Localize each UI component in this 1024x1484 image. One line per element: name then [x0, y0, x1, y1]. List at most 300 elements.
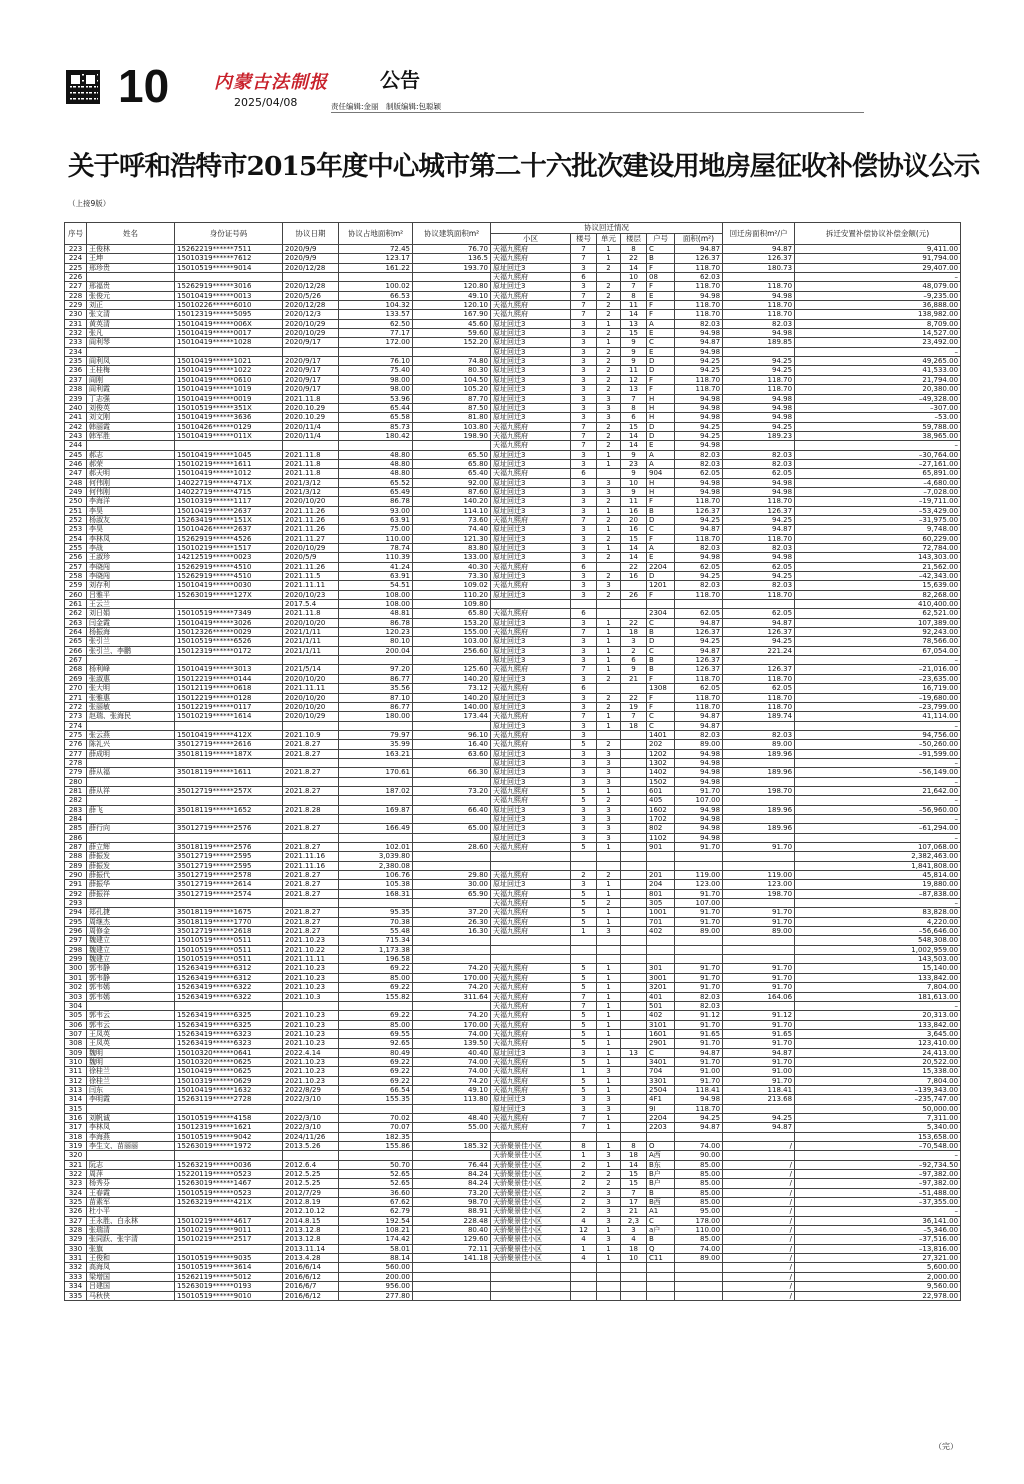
cell-community: 天福九熙府	[491, 712, 571, 721]
cell-unit: 2	[597, 357, 621, 366]
cell-name: 王俊和	[87, 1254, 175, 1263]
cell-id	[175, 899, 283, 908]
cell-seq: 308	[65, 1039, 87, 1048]
cell-floor: 7	[621, 282, 647, 291]
cell-seq: 305	[65, 1011, 87, 1020]
cell-seq: 254	[65, 534, 87, 543]
table-row	[65, 927, 961, 936]
cell-return-area	[723, 273, 795, 282]
cell-build-area: 65.00	[413, 824, 491, 833]
cell-building: 7	[571, 301, 597, 310]
cell-area	[675, 936, 723, 945]
cell-date: 2021.11.5	[283, 572, 339, 581]
cell-seq: 227	[65, 282, 87, 291]
cell-seq: 302	[65, 983, 87, 992]
cell-date: 2021.8.27	[283, 768, 339, 777]
cell-return-area: 118.70	[723, 282, 795, 291]
cell-community: 天骄聚景佳小区	[491, 1142, 571, 1151]
cell-seq: 233	[65, 338, 87, 347]
cell-seq: 317	[65, 1123, 87, 1132]
cell-land-area: 715.34	[339, 936, 413, 945]
cell-floor	[621, 871, 647, 880]
cell-return-area: 82.03	[723, 544, 795, 553]
cell-seq: 257	[65, 562, 87, 571]
cell-name	[87, 1151, 175, 1160]
cell-unit: 3	[597, 1104, 621, 1113]
cell-building: 3	[571, 282, 597, 291]
cell-unit: 2	[597, 693, 621, 702]
cell-building: 7	[571, 254, 597, 263]
cell-floor: 15	[621, 534, 647, 543]
cell-building: 7	[571, 291, 597, 300]
cell-name: 周继杰	[87, 917, 175, 926]
cell-amount: –97,382.00	[795, 1179, 961, 1188]
cell-unit: 2	[597, 347, 621, 356]
cell-name: 徐桂兰	[87, 1067, 175, 1076]
cell-seq: 293	[65, 899, 87, 908]
table-row	[65, 1132, 961, 1141]
cell-area: 118.70	[675, 1104, 723, 1113]
table-row	[65, 721, 961, 730]
cell-unit: 3	[597, 413, 621, 422]
cell-return-area: 82.03	[723, 459, 795, 468]
cell-floor: 21	[621, 1207, 647, 1216]
cell-community: 天福九熙府	[491, 1011, 571, 1020]
cell-floor: 22	[621, 254, 647, 263]
cell-return-area: 180.73	[723, 263, 795, 272]
cell-return-area: 62.05	[723, 609, 795, 618]
cell-name	[87, 721, 175, 730]
table-row	[65, 394, 961, 403]
cell-floor: 13	[621, 1048, 647, 1057]
cell-name: 王俊林	[87, 245, 175, 254]
cell-community: 天福九熙府	[491, 796, 571, 805]
cell-building: 3	[571, 777, 597, 786]
cell-land-area: 48.80	[339, 450, 413, 459]
cell-area: 94.25	[675, 431, 723, 440]
cell-unit: 1	[597, 1001, 621, 1010]
cell-amount: 83,828.00	[795, 908, 961, 917]
cell-area: 89.00	[675, 740, 723, 749]
cell-return-area: /	[723, 1207, 795, 1216]
cell-seq: 260	[65, 590, 87, 599]
cell-return-area: 94.98	[723, 394, 795, 403]
cell-date: 2013.11.14	[283, 1244, 339, 1253]
cell-unit: 2	[597, 1170, 621, 1179]
cell-date: 2021/1/11	[283, 628, 339, 637]
cell-date: 2020/12/28	[283, 282, 339, 291]
cell-name: 薛飞	[87, 805, 175, 814]
cell-land-area	[339, 347, 413, 356]
cell-area: 94.87	[675, 721, 723, 730]
cell-building: 3	[571, 1095, 597, 1104]
cell-unit: 1	[597, 506, 621, 515]
cell-name: 张旗	[87, 1244, 175, 1253]
table-row	[65, 936, 961, 945]
cell-community: 天福九熙府	[491, 581, 571, 590]
cell-return-area: 94.25	[723, 357, 795, 366]
cell-unit: 3	[597, 1235, 621, 1244]
cell-build-area: 76.70	[413, 245, 491, 254]
cell-seq: 248	[65, 478, 87, 487]
cell-land-area: 95.35	[339, 908, 413, 917]
cell-seq: 318	[65, 1132, 87, 1141]
cell-area: 94.87	[675, 646, 723, 655]
cell-amount: –56,149.00	[795, 768, 961, 777]
cell-unit: 2	[597, 441, 621, 450]
cell-area: 94.87	[675, 525, 723, 534]
cell-land-area	[339, 833, 413, 842]
cell-community: 原址回迁3	[491, 646, 571, 655]
cell-id: 15263419******6322	[175, 992, 283, 1001]
cell-building: 5	[571, 908, 597, 917]
cell-amount: –4,680.00	[795, 478, 961, 487]
cell-date: 2012/7/29	[283, 1188, 339, 1197]
cell-name	[87, 273, 175, 282]
cell-build-area: 63.60	[413, 749, 491, 758]
cell-unit: 2	[597, 590, 621, 599]
cell-id: 15010519******3614	[175, 1263, 283, 1272]
cell-build-area	[413, 441, 491, 450]
cell-seq: 320	[65, 1151, 87, 1160]
cell-area: 85.00	[675, 1188, 723, 1197]
cell-land-area: 77.17	[339, 329, 413, 338]
cell-name: 王凤英	[87, 1039, 175, 1048]
cell-unit: 1	[597, 245, 621, 254]
cell-area: 62.05	[675, 562, 723, 571]
cell-community: 原址回迁3	[491, 338, 571, 347]
table-row	[65, 441, 961, 450]
cell-unit: 1	[597, 880, 621, 889]
cell-build-area: 45.60	[413, 319, 491, 328]
cell-floor	[621, 908, 647, 917]
cell-land-area: 69.22	[339, 1076, 413, 1085]
cell-community: 天福九熙府	[491, 1020, 571, 1029]
cell-date	[283, 814, 339, 823]
cell-id: 35012719******2595	[175, 861, 283, 870]
cell-date: 2020/9/17	[283, 357, 339, 366]
cell-floor	[621, 983, 647, 992]
cell-unit: 2	[597, 515, 621, 524]
cell-return-area: /	[723, 1282, 795, 1291]
cell-name: 杨秀芬	[87, 1179, 175, 1188]
header-return-area: 回迁房面积m²/户	[723, 223, 795, 245]
cell-area: 94.87	[675, 618, 723, 627]
cell-unit	[597, 600, 621, 609]
cell-area: 74.00	[675, 1244, 723, 1253]
cell-area: 82.03	[675, 319, 723, 328]
cell-house: C	[647, 721, 675, 730]
cell-build-area	[413, 1104, 491, 1113]
cell-date	[283, 1104, 339, 1113]
cell-id: 35018119******1652	[175, 805, 283, 814]
cell-house: D	[647, 431, 675, 440]
cell-floor	[621, 1291, 647, 1300]
cell-building: 5	[571, 917, 597, 926]
cell-build-area: 155.00	[413, 628, 491, 637]
cell-community: 天福九熙府	[491, 684, 571, 693]
cell-date: 2020/10/29	[283, 712, 339, 721]
cell-build-area: 65.90	[413, 889, 491, 898]
cell-amount: 2,000.00	[795, 1272, 961, 1281]
cell-house: 1202	[647, 749, 675, 758]
cell-floor: 12	[621, 375, 647, 384]
cell-return-area: 62.05	[723, 562, 795, 571]
cell-land-area: 92.65	[339, 1039, 413, 1048]
cell-house: B	[647, 506, 675, 515]
cell-date: 2012.8.19	[283, 1198, 339, 1207]
cell-id: 15010219******1614	[175, 712, 283, 721]
cell-date: 2021.11.8	[283, 469, 339, 478]
cell-return-area: 82.03	[723, 581, 795, 590]
cell-return-area	[723, 600, 795, 609]
cell-area: 91.70	[675, 1076, 723, 1085]
cell-building: 3	[571, 618, 597, 627]
cell-house: C	[647, 1048, 675, 1057]
cell-floor	[621, 1076, 647, 1085]
table-row	[65, 1029, 961, 1038]
cell-date: 2021.8.27	[283, 740, 339, 749]
cell-build-area: 73.20	[413, 1188, 491, 1197]
cell-seq: 251	[65, 506, 87, 515]
cell-amount: –53,429.00	[795, 506, 961, 515]
cell-land-area: 200.00	[339, 1272, 413, 1281]
table-row	[65, 515, 961, 524]
cell-floor	[621, 917, 647, 926]
cell-seq: 306	[65, 1020, 87, 1029]
cell-id: 15010519******351X	[175, 403, 283, 412]
cell-area: 89.00	[675, 1254, 723, 1263]
cell-amount: 91,794.00	[795, 254, 961, 263]
cell-build-area: 37.20	[413, 908, 491, 917]
cell-build-area: 16.30	[413, 927, 491, 936]
cell-date: 2021.11.27	[283, 534, 339, 543]
cell-area: 91.70	[675, 1020, 723, 1029]
cell-unit: 1	[597, 1076, 621, 1085]
cell-build-area	[413, 861, 491, 870]
cell-build-area: 73.20	[413, 786, 491, 795]
cell-seq: 287	[65, 843, 87, 852]
cell-id: 15263419******6325	[175, 1011, 283, 1020]
cell-floor: 15	[621, 1170, 647, 1179]
continued-note: （上接9版）	[68, 199, 111, 208]
table-row	[65, 375, 961, 384]
cell-land-area: 70.38	[339, 917, 413, 926]
cell-land-area	[339, 814, 413, 823]
cell-return-area: 189.74	[723, 712, 795, 721]
cell-area	[675, 955, 723, 964]
cell-unit: 2	[597, 282, 621, 291]
cell-seq: 273	[65, 712, 87, 721]
cell-id: 15012319******5095	[175, 310, 283, 319]
table-row	[65, 1039, 961, 1048]
cell-seq: 312	[65, 1076, 87, 1085]
cell-floor: 3	[621, 1226, 647, 1235]
cell-build-area: 66.30	[413, 768, 491, 777]
cell-amount: 41,533.00	[795, 366, 961, 375]
section-title: 公告	[380, 68, 420, 92]
cell-community: 天福九熙府	[491, 291, 571, 300]
cell-id: 35012719******2578	[175, 871, 283, 880]
cell-return-area: 118.70	[723, 497, 795, 506]
cell-unit: 3	[597, 1067, 621, 1076]
table-row	[65, 852, 961, 861]
cell-amount: 2,382,463.00	[795, 852, 961, 861]
cell-community: 天福九熙府	[491, 1057, 571, 1066]
cell-community: 天福九熙府	[491, 245, 571, 254]
cell-land-area: 63.91	[339, 572, 413, 581]
cell-return-area	[723, 656, 795, 665]
cell-build-area: 74.20	[413, 1011, 491, 1020]
cell-build-area	[413, 721, 491, 730]
cell-id: 15262919******4526	[175, 534, 283, 543]
cell-date: 2012.5.25	[283, 1170, 339, 1179]
cell-amount: 27,321.00	[795, 1254, 961, 1263]
cell-name: 李林凤	[87, 534, 175, 543]
cell-build-area: 87.50	[413, 403, 491, 412]
cell-area: 126.37	[675, 665, 723, 674]
cell-date	[283, 758, 339, 767]
cell-seq: 240	[65, 403, 87, 412]
cell-name: 刘日娟	[87, 609, 175, 618]
cell-date: 2017.5.4	[283, 600, 339, 609]
cell-land-area: 3,039.80	[339, 852, 413, 861]
cell-unit	[597, 1282, 621, 1291]
cell-date: 2016/6/7	[283, 1282, 339, 1291]
cell-building: 2	[571, 1198, 597, 1207]
cell-community: 天福九熙府	[491, 983, 571, 992]
cell-name	[87, 1001, 175, 1010]
cell-building: 5	[571, 1020, 597, 1029]
cell-id: 15010419******0625	[175, 1067, 283, 1076]
cell-land-area	[339, 777, 413, 786]
cell-house: Q	[647, 1244, 675, 1253]
cell-area: 82.03	[675, 1001, 723, 1010]
cell-floor: 14	[621, 263, 647, 272]
cell-house: F	[647, 674, 675, 683]
cell-name: 赵瑞、张海民	[87, 712, 175, 721]
cell-id: 15010419******412X	[175, 730, 283, 739]
cell-building: 3	[571, 413, 597, 422]
header-building: 楼号	[571, 234, 597, 245]
cell-return-area	[723, 861, 795, 870]
cell-area: 118.70	[675, 590, 723, 599]
cell-land-area: 182.35	[339, 1132, 413, 1141]
cell-house: 1201	[647, 581, 675, 590]
table-row	[65, 478, 961, 487]
cell-community: 天骄聚景佳小区	[491, 1198, 571, 1207]
cell-land-area: 169.87	[339, 805, 413, 814]
cell-land-area: 75.40	[339, 366, 413, 375]
cell-date: 2021/1/11	[283, 646, 339, 655]
cell-id: 15010419******0019	[175, 394, 283, 403]
cell-build-area: 87.70	[413, 394, 491, 403]
cell-land-area: 66.54	[339, 1085, 413, 1094]
cell-floor	[621, 1272, 647, 1281]
cell-house: F	[647, 497, 675, 506]
cell-unit: 2	[597, 301, 621, 310]
cell-amount: 23,492.00	[795, 338, 961, 347]
cell-unit: 3	[597, 749, 621, 758]
cell-id: 15263219******421X	[175, 1198, 283, 1207]
cell-house: B	[647, 656, 675, 665]
cell-building: 3	[571, 506, 597, 515]
cell-return-area	[723, 1132, 795, 1141]
cell-date: 2021/3/12	[283, 478, 339, 487]
cell-building: 7	[571, 1113, 597, 1122]
cell-build-area	[413, 656, 491, 665]
cell-unit: 1	[597, 646, 621, 655]
cell-build-area	[413, 1291, 491, 1300]
cell-building: 3	[571, 730, 597, 739]
cell-building: 5	[571, 740, 597, 749]
cell-date: 2022/3/10	[283, 1123, 339, 1132]
cell-return-area: /	[723, 1291, 795, 1300]
cell-return-area: 82.03	[723, 319, 795, 328]
cell-land-area: 196.58	[339, 955, 413, 964]
cell-seq: 244	[65, 441, 87, 450]
cell-floor	[621, 843, 647, 852]
cell-amount: –42,343.00	[795, 572, 961, 581]
cell-building: 4	[571, 1254, 597, 1263]
cell-building: 3	[571, 693, 597, 702]
cell-seq: 334	[65, 1282, 87, 1291]
cell-community: 原址回迁3	[491, 459, 571, 468]
cell-date: 2021.10.23	[283, 1039, 339, 1048]
cell-community: 原址回迁3	[491, 749, 571, 758]
cell-building: 3	[571, 487, 597, 496]
cell-house: E	[647, 553, 675, 562]
cell-amount: –235,747.00	[795, 1095, 961, 1104]
table-row	[65, 600, 961, 609]
cell-unit: 2	[597, 366, 621, 375]
cell-unit: 3	[597, 487, 621, 496]
cell-seq: 276	[65, 740, 87, 749]
cell-date: 2021/5/14	[283, 665, 339, 674]
cell-house: 704	[647, 1067, 675, 1076]
header-seq: 序号	[65, 223, 87, 245]
cell-amount: 143,303.00	[795, 553, 961, 562]
cell-return-area: 91.70	[723, 917, 795, 926]
cell-date: 2021.11.8	[283, 450, 339, 459]
cell-building	[571, 861, 597, 870]
cell-area: 94.98	[675, 814, 723, 823]
cell-building: 6	[571, 684, 597, 693]
cell-building: 3	[571, 403, 597, 412]
cell-land-area: 155.82	[339, 992, 413, 1001]
cell-house: A	[647, 544, 675, 553]
cell-area: 94.87	[675, 1048, 723, 1057]
cell-house: 9I	[647, 1104, 675, 1113]
cell-community	[491, 852, 571, 861]
cell-seq: 247	[65, 469, 87, 478]
cell-name: 何伟刚	[87, 478, 175, 487]
cell-area: 74.00	[675, 1142, 723, 1151]
cell-amount: 19,880.00	[795, 880, 961, 889]
cell-land-area: 69.22	[339, 983, 413, 992]
cell-house: F	[647, 282, 675, 291]
cell-amount: 48,079.00	[795, 282, 961, 291]
cell-land-area: 79.97	[339, 730, 413, 739]
cell-name: 薛从福	[87, 768, 175, 777]
cell-id: 15010519******9035	[175, 1254, 283, 1263]
cell-seq: 298	[65, 945, 87, 954]
cell-date: 2021.8.27	[283, 917, 339, 926]
cell-amount: –139,343.00	[795, 1085, 961, 1094]
cell-house: 3201	[647, 983, 675, 992]
cell-id	[175, 656, 283, 665]
cell-name: 吕建国	[87, 1282, 175, 1291]
